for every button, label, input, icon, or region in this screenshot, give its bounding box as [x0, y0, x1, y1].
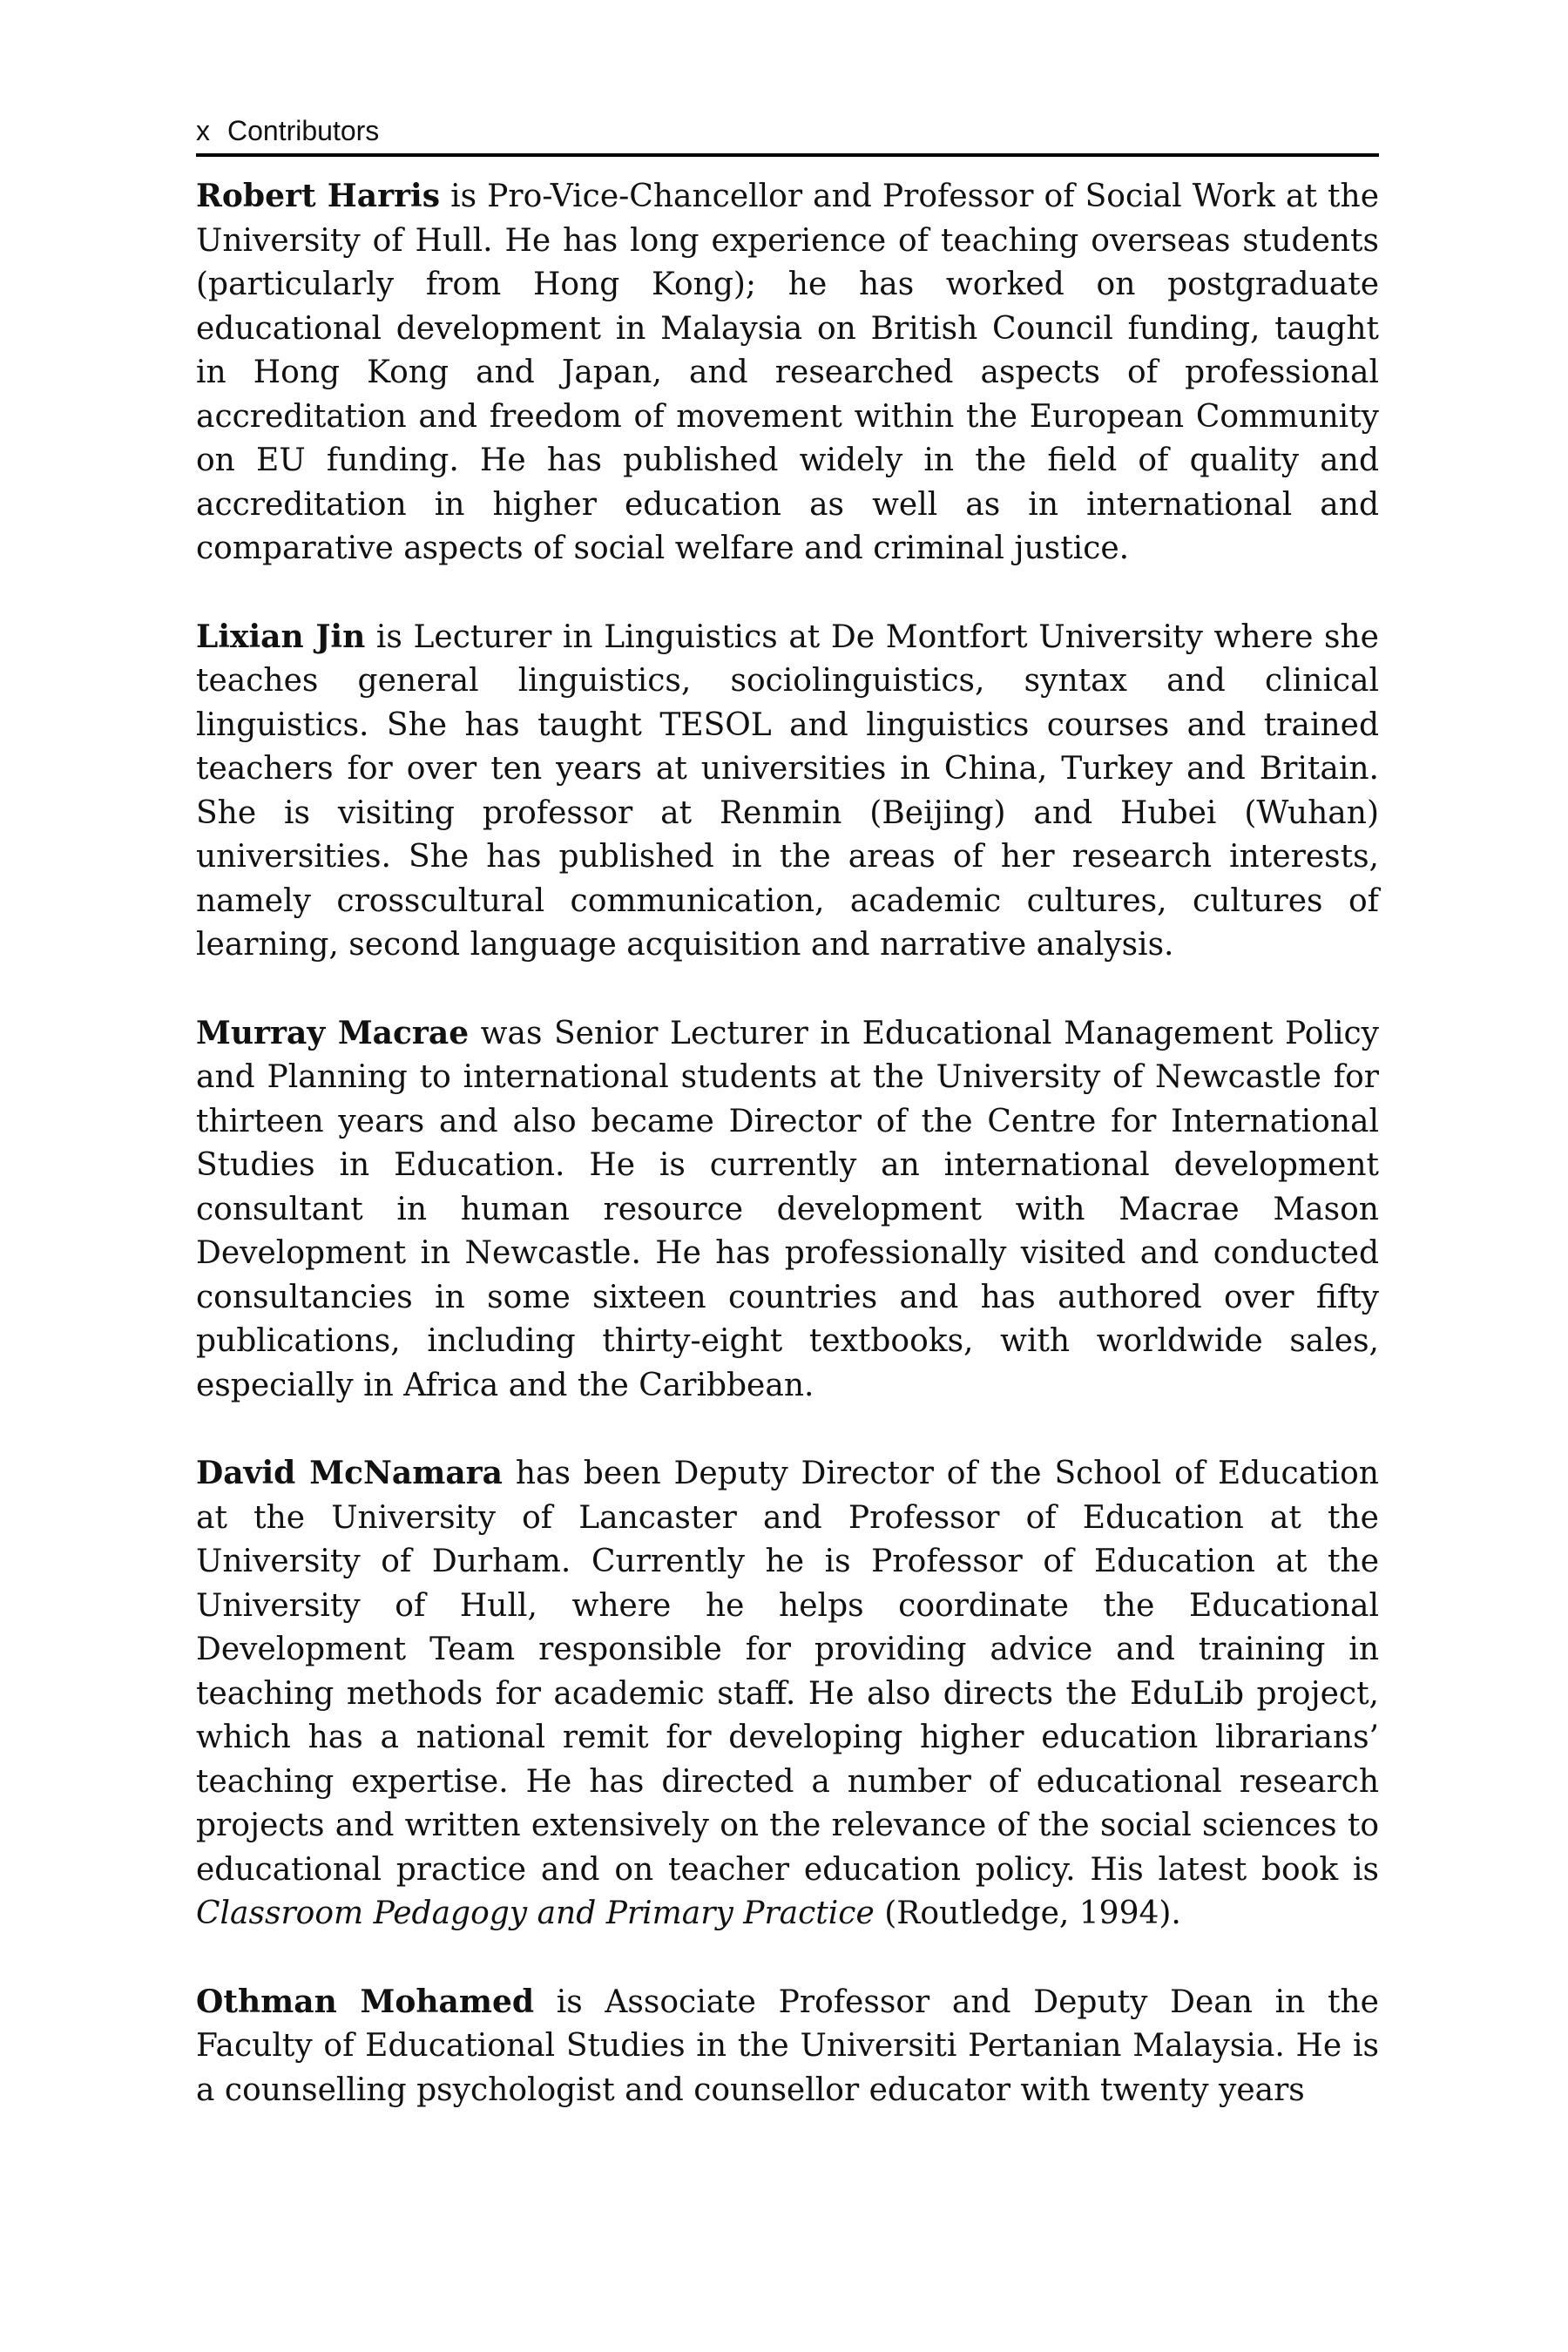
- contributor-bio: was Senior Lecturer in Educational Management Policy and Planning to international students at the University of Newcastle for thirteen years and also became Director of the Centre for International Studies in Education. He is currently an international development consultant in human resource development with Macrae Mason Development in Newcastle. He has professionally visited and conducted consultancies in some sixteen countries and has authored over fifty publications, including thirty-eight textbooks, with worldwide sales, especially in Africa and the Caribbean.: [196, 1015, 1379, 1403]
- contributor-entry-othman-mohamed: [196, 1980, 1379, 2113]
- contributor-name: Robert Harris: [196, 178, 440, 214]
- page-number: x: [196, 115, 210, 146]
- running-head: [196, 112, 1379, 150]
- book-title: Classroom Pedagogy and Primary Practice: [196, 1896, 875, 1931]
- contributor-bio: is Associate Professor and Deputy Dean in the Faculty of Educational Studies in the Universiti Pertanian Malaysia. He is a counselling psychologist and counsellor educator with twenty years: [196, 1984, 1379, 2108]
- book-page: [196, 112, 1379, 2112]
- contributor-name: Othman Mohamed: [196, 1983, 535, 2020]
- section-title: Contributors: [227, 115, 380, 146]
- contributor-entry-lixian-jin: [196, 615, 1379, 968]
- header-rule: [196, 153, 1379, 157]
- contributor-entry-murray-macrae: [196, 1011, 1379, 1409]
- contributor-name: David McNamara: [196, 1455, 503, 1491]
- contributor-entry-robert-harris: [196, 174, 1379, 571]
- contributor-list: [196, 174, 1379, 2112]
- contributor-bio: is Pro-Vice-Chancellor and Professor of Social Work at the University of Hull. He has long experience of teaching overseas students (particularly from Hong Kong); he has worked on postgraduate educational development in Malaysia on British Council funding, taught in Hong Kong and Japan, and researched aspects of professional accreditation and freedom of movement within the European Community on EU funding. He has published widely in the field of quality and accreditation in higher education as well as in international and comparative aspects of social welfare and criminal justice.: [196, 179, 1379, 566]
- contributor-name: Murray Macrae: [196, 1014, 470, 1051]
- contributor-name: Lixian Jin: [196, 618, 366, 655]
- contributor-bio: has been Deputy Director of the School of Education at the University of Lancaster and Professor of Education at the University of Durham. Currently he is Professor of Education at the University of Hull, where he helps coordinate the Educational Development Team responsible for providing advice and training in teaching methods for academic staff. He also directs the EduLib project, which has a national remit for developing higher education librarians’ teaching expertise. He has directed a number of educational research projects and written extensively on the relevance of the social sciences to educational practice and on teacher education policy. His latest book is: [196, 1456, 1379, 1888]
- contributor-bio: is Lecturer in Linguistics at De Montfort University where she teaches general linguistics, sociolinguistics, syntax and clinical linguistics. She has taught TESOL and linguistics courses and trained teachers for over ten years at universities in China, Turkey and Britain. She is visiting professor at Renmin (Beijing) and Hubei (Wuhan) universities. She has published in the areas of her research interests, namely crosscultural communication, academic cultures, cultures of learning, second language acquisition and narrative analysis.: [196, 618, 1379, 963]
- contributor-bio-end: (Routledge, 1994).: [874, 1896, 1181, 1931]
- contributor-entry-david-mcnamara: [196, 1451, 1379, 1936]
